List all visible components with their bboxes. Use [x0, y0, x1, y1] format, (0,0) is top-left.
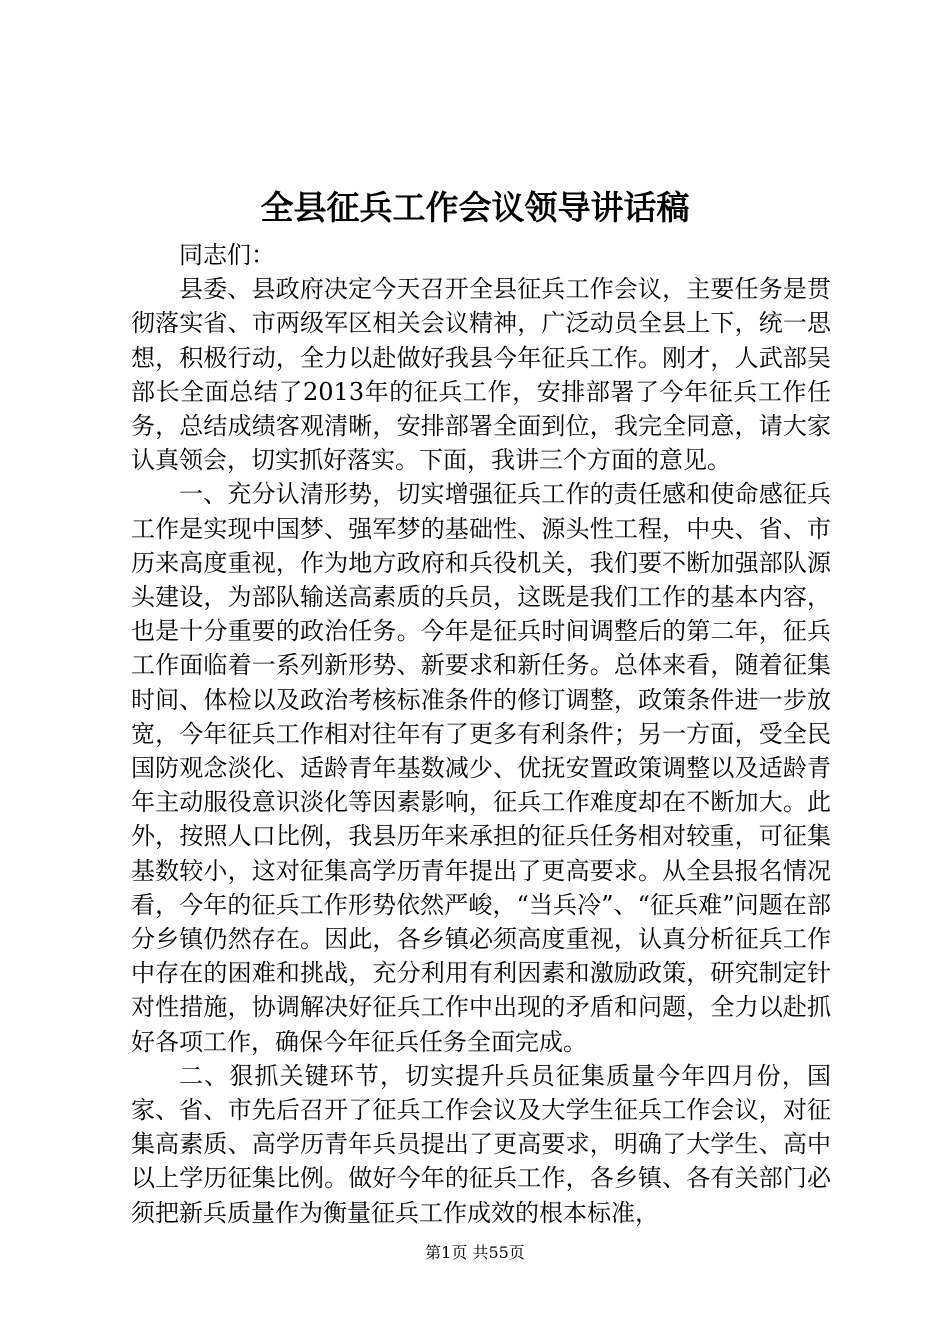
- intro-paragraph: 县委、县政府决定今天召开全县征兵工作会议，主要任务是贯彻落实省、市两级军区相关会议精神，广泛动员全县上下，统一思想，积极行动，全力以赴做好我县今年征兵工作。刚才，人武部吴部长全面总结了2013年的征兵工作，安排部署了今年征兵工作任务，总结成绩客观清晰，安排部署全面到位，我完全同意，请大家认真领会，切实抓好落实。下面，我讲三个方面的意见。: [131, 275, 831, 475]
- section-two-paragraph: 二、狠抓关键环节，切实提升兵员征集质量今年四月份，国家、省、市先后召开了征兵工作会议及大学生征兵工作会议，对征集高素质、高学历青年兵员提出了更高要求，明确了大学生、高中以上学历征集比例。做好今年的征兵工作，各乡镇、各有关部门必须把新兵质量作为衡量征兵工作成效的根本标准，: [131, 1061, 831, 1227]
- section-one-paragraph: 一、充分认清形势，切实增强征兵工作的责任感和使命感征兵工作是实现中国梦、强军梦的基础性、源头性工程，中央、省、市历来高度重视，作为地方政府和兵役机关，我们要不断加强部队源头建设，为部队输送高素质的兵员，这既是我们工作的基本内容，也是十分重要的政治任务。今年是征兵时间调整后的第二年，征兵工作面临着一系列新形势、新要求和新任务。总体来看，随着征集时间、体检以及政治考核标准条件的修订调整，政策条件进一步放宽，今年征兵工作相对往年有了更多有利条件；另一方面，受全民国防观念淡化、适龄青年基数减少、优抚安置政策调整以及适龄青年主动服役意识淡化等因素影响，征兵工作难度却在不断加大。此外，按照人口比例，我县历年来承担的征兵任务相对较重，可征集基数较小，这对征集高学历青年提出了更高要求。从全县报名情况看，今年的征兵工作形势依然严峻，“当兵冷”、“征兵难”问题在部分乡镇仍然存在。因此，各乡镇必须高度重视，认真分析征兵工作中存在的困难和挑战，充分利用有利因素和激励政策，研究制定针对性措施，协调解决好征兵工作中出现的矛盾和问题，全力以赴抓好各项工作，确保今年征兵任务全面完成。: [131, 480, 831, 1056]
- document-body: [131, 238, 831, 1230]
- salutation: 同志们：: [179, 241, 275, 269]
- document-title: 全县征兵工作会议领导讲话稿: [260, 188, 690, 227]
- page-number-footer: 第1页 共55页: [425, 1243, 525, 1262]
